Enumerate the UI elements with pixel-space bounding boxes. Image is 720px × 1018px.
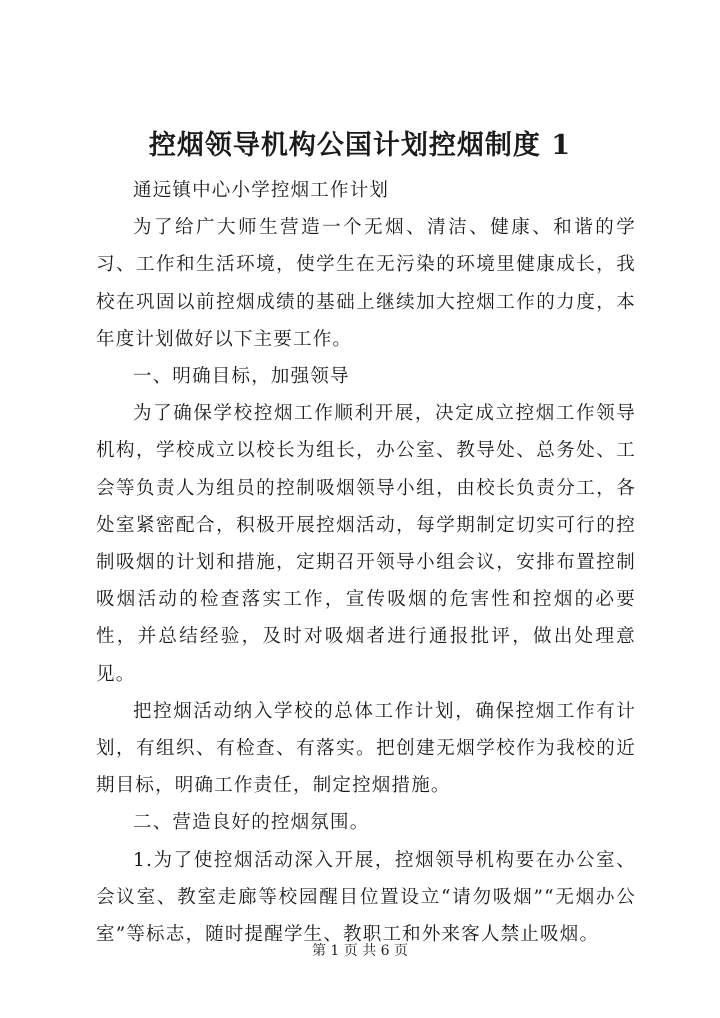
section-heading-1: 一、明确目标，加强领导	[133, 366, 350, 388]
document-title: 控烟领导机构公国计划控烟制度 1	[148, 130, 572, 161]
paragraph-section-1-a: 为了确保学校控烟工作顺利开展，决定成立控烟工作领导机构，学校成立以校长为组长，办公室、教导处、总务处、工会等负责人为组员的控制吸烟领导小组，由校长负责分工，各处室紧密配合，积极开展控烟活动，每学期制定切实可行的控制吸烟的计划和措施，定期召开领导小组会议，安排布置控制吸烟活动的检查落实工作，宣传吸烟的危害性和控烟的必要性，并总结经验，及时对吸烟者进行通报批评，做出处理意见。	[96, 403, 636, 685]
paragraph-intro: 为了给广大师生营造一个无烟、清洁、健康、和谐的学习、工作和生活环境，使学生在无污染的环境里健康成长，我校在巩固以前控烟成绩的基础上继续加大控烟工作的力度，本年度计划做好以下主要工作。	[96, 217, 636, 350]
document-body	[96, 172, 636, 953]
page-footer: 第 1 页 共 6 页	[311, 943, 409, 959]
paragraph-section-2-item-1: 1.为了使控烟活动深入开展，控烟领导机构要在办公室、会议室、教室走廊等校园醒目位置设立“请勿吸烟”“无烟办公室”等标志，随时提醒学生、教职工和外来客人禁止吸烟。	[96, 849, 636, 946]
paragraph-subtitle: 通远镇中心小学控烟工作计划	[133, 180, 390, 201]
paragraph-section-1-b: 把控烟活动纳入学校的总体工作计划，确保控烟工作有计划，有组织、有检查、有落实。把创建无烟学校作为我校的近期目标，明确工作责任，制定控烟措施。	[96, 700, 636, 797]
section-heading-2: 二、营造良好的控烟氛围。	[133, 812, 370, 834]
